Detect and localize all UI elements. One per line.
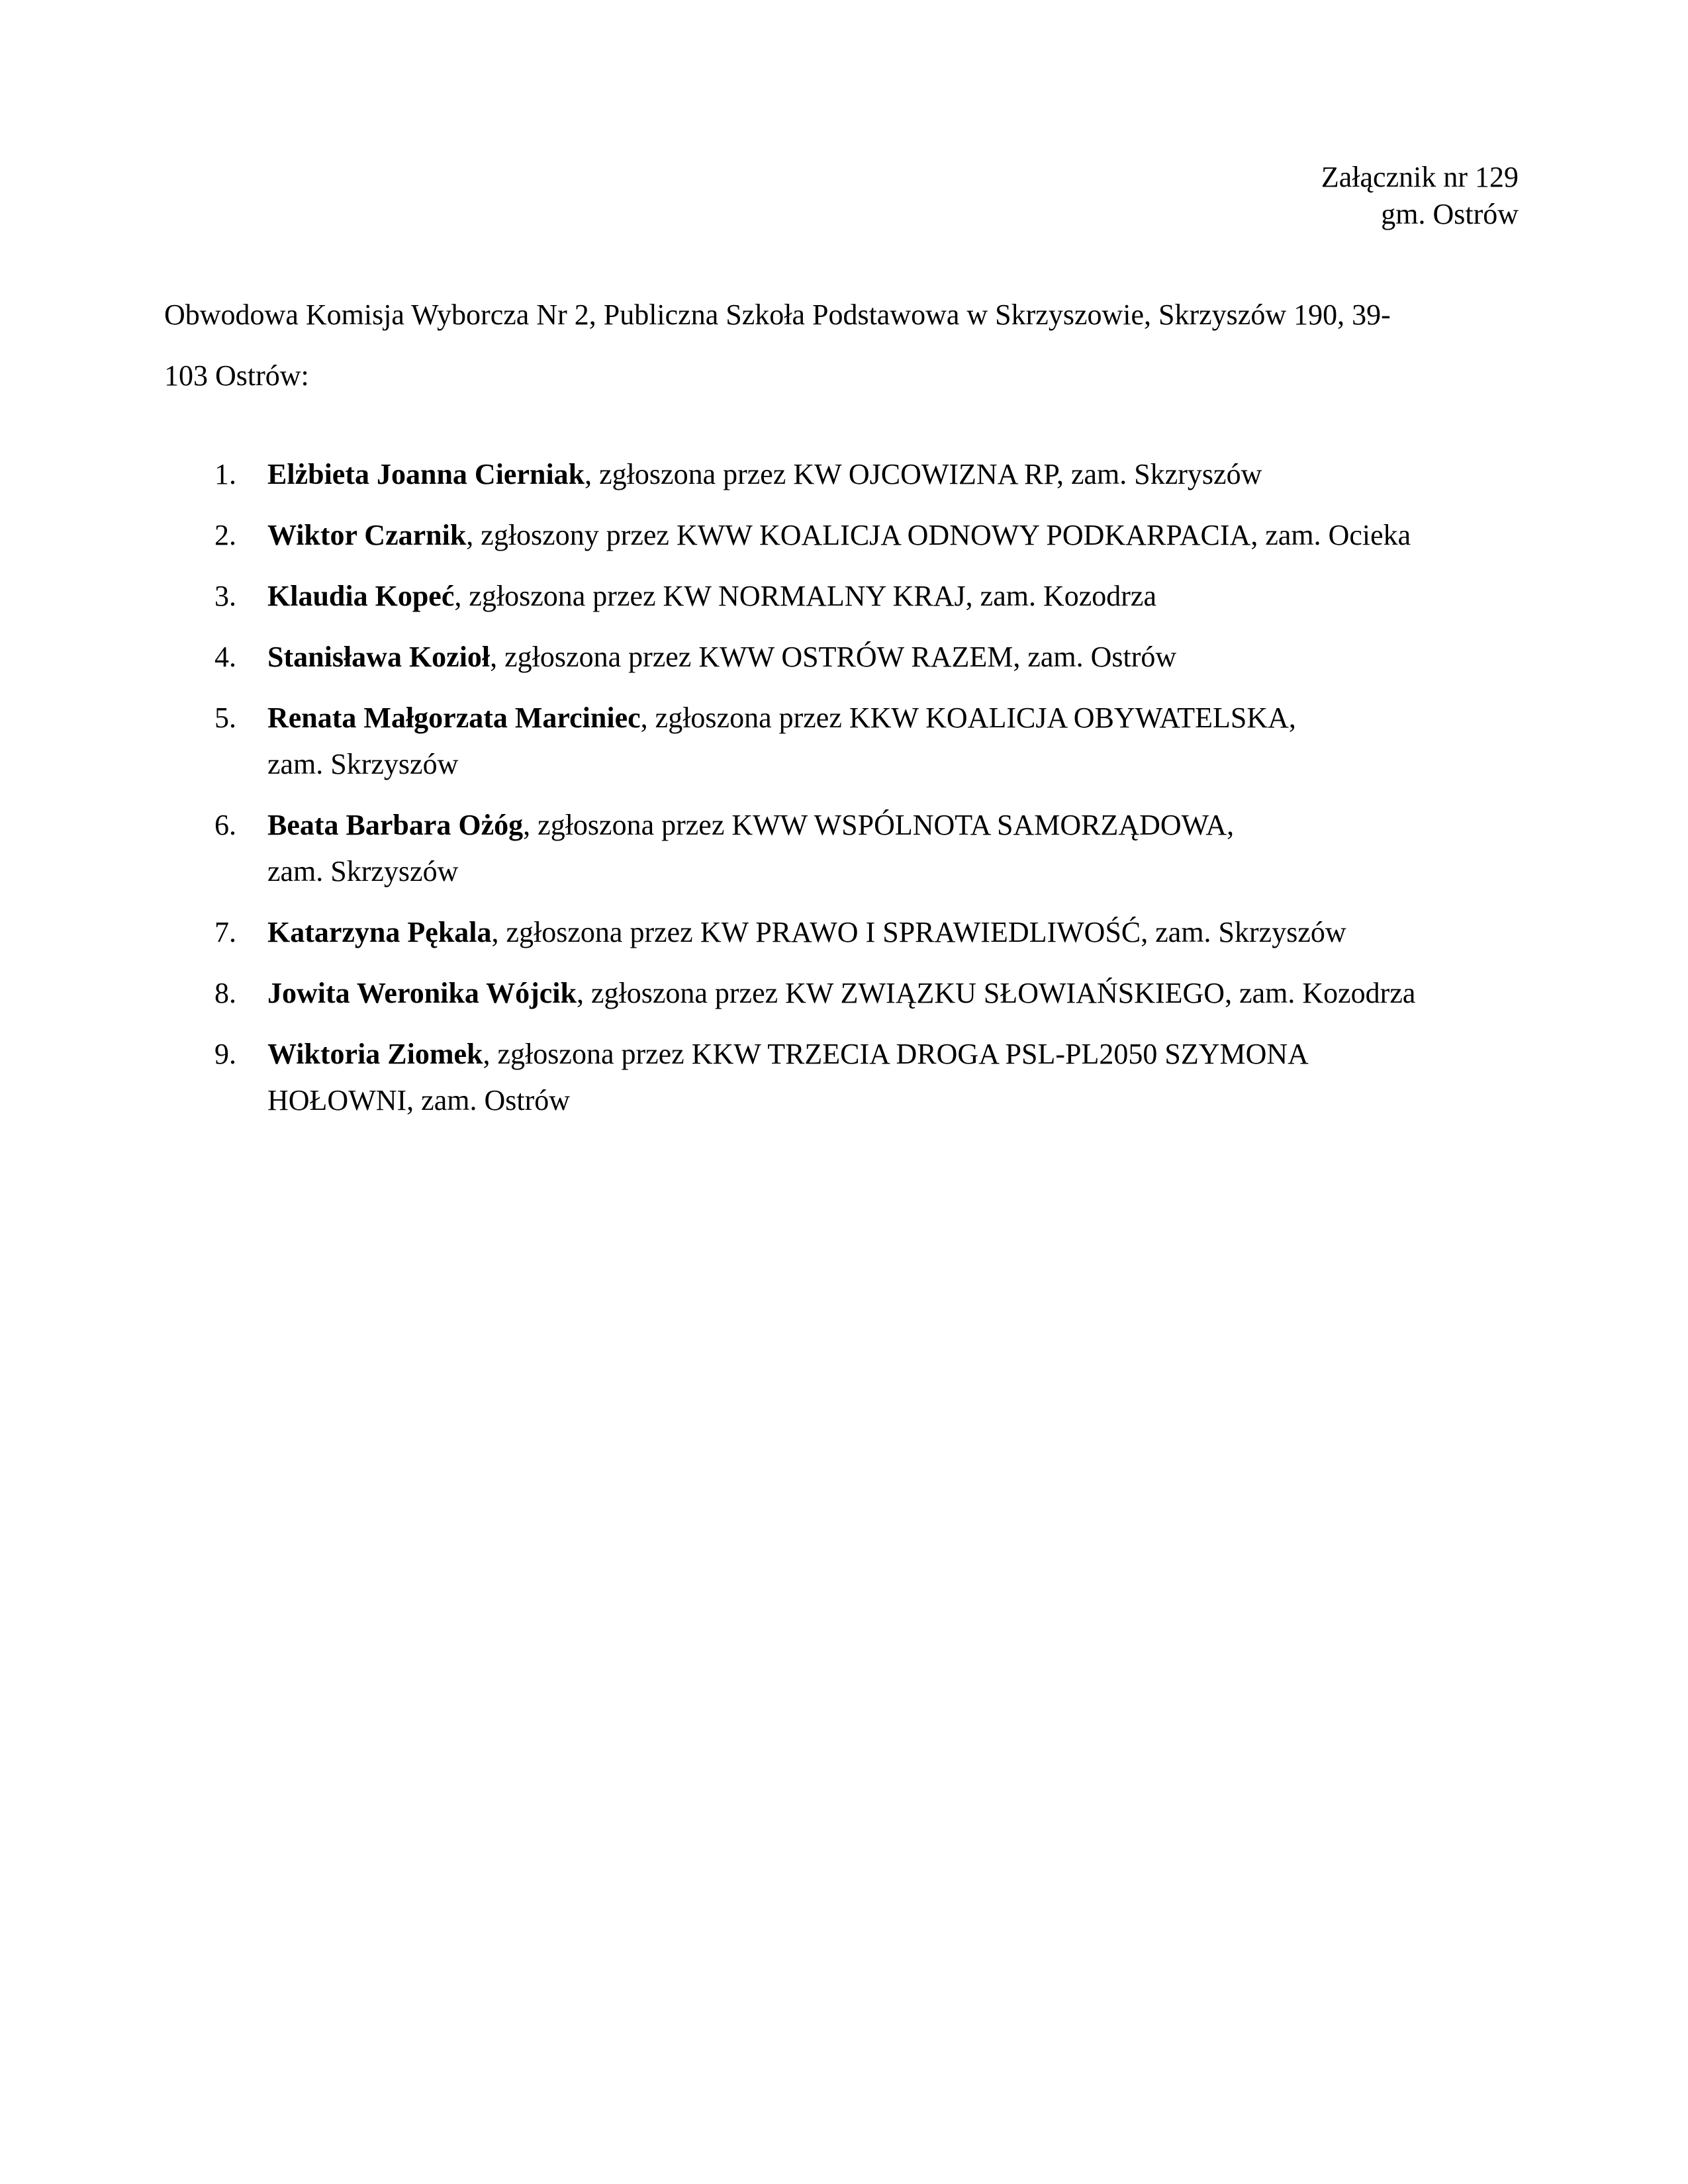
member-details: , zgłoszony przez KWW KOALICJA ODNOWY PODKARPACIA, zam. Ocieka	[466, 519, 1411, 551]
list-item-number: 3.	[214, 580, 236, 612]
member-list	[164, 451, 1515, 1138]
member-details: , zgłoszona przez KKW KOALICJA OBYWATELSKA,	[640, 702, 1296, 734]
member-details-continued: zam. Skrzyszów	[267, 855, 459, 887]
list-item	[164, 909, 1515, 956]
member-details: , zgłoszona przez KW PRAWO I SPRAWIEDLIWOŚĆ, zam. Skrzyszów	[491, 916, 1346, 948]
list-item-number: 7.	[214, 916, 236, 948]
list-item-number: 9.	[214, 1038, 236, 1070]
list-item	[164, 634, 1515, 680]
list-item-number: 2.	[214, 519, 236, 551]
list-item	[164, 1031, 1515, 1124]
member-name: Wiktoria Ziomek	[267, 1038, 483, 1070]
list-item-number: 1.	[214, 458, 236, 490]
member-details: , zgłoszona przez KWW OSTRÓW RAZEM, zam. Ostrów	[490, 641, 1177, 673]
member-details: , zgłoszona przez KWW WSPÓLNOTA SAMORZĄDOWA,	[523, 809, 1235, 841]
member-details-continued: HOŁOWNI, zam. Ostrów	[267, 1084, 570, 1116]
member-name: Elżbieta Joanna Cierniak	[267, 458, 585, 490]
member-name: Katarzyna Pękala	[267, 916, 492, 948]
member-details: , zgłoszona przez KKW TRZECIA DROGA PSL-PL2050 SZYMONA	[483, 1038, 1309, 1070]
attachment-number: Załącznik nr 129	[1321, 161, 1519, 193]
list-item	[164, 573, 1515, 619]
municipality-label: gm. Ostrów	[1381, 198, 1519, 230]
member-details: , zgłoszona przez KW OJCOWIZNA RP, zam. Skzryszów	[585, 458, 1262, 490]
attachment-header	[1321, 159, 1519, 233]
member-details-continued: zam. Skrzyszów	[267, 748, 459, 780]
list-item	[164, 802, 1515, 895]
list-item-number: 5.	[214, 702, 236, 734]
commission-description-line-2: 103 Ostrów:	[164, 359, 309, 392]
list-item-number: 4.	[214, 641, 236, 673]
member-name: Stanisława Kozioł	[267, 641, 491, 673]
member-name: Wiktor Czarnik	[267, 519, 467, 551]
commission-description	[164, 285, 1475, 406]
commission-description-line-1: Obwodowa Komisja Wyborcza Nr 2, Publiczna Szkoła Podstawowa w Skrzyszowie, Skrzyszów 190, 39-	[164, 298, 1391, 331]
list-item	[164, 512, 1515, 559]
list-item	[164, 451, 1515, 498]
list-item-number: 8.	[214, 977, 236, 1009]
list-item-number: 6.	[214, 809, 236, 841]
member-details: , zgłoszona przez KW ZWIĄZKU SŁOWIAŃSKIEGO, zam. Kozodrza	[576, 977, 1416, 1009]
member-details: , zgłoszona przez KW NORMALNY KRAJ, zam. Kozodrza	[454, 580, 1156, 612]
list-item	[164, 695, 1515, 788]
list-item	[164, 970, 1515, 1017]
member-name: Jowita Weronika Wójcik	[267, 977, 577, 1009]
member-name: Renata Małgorzata Marciniec	[267, 702, 641, 734]
member-name: Klaudia Kopeć	[267, 580, 455, 612]
member-name: Beata Barbara Ożóg	[267, 809, 524, 841]
